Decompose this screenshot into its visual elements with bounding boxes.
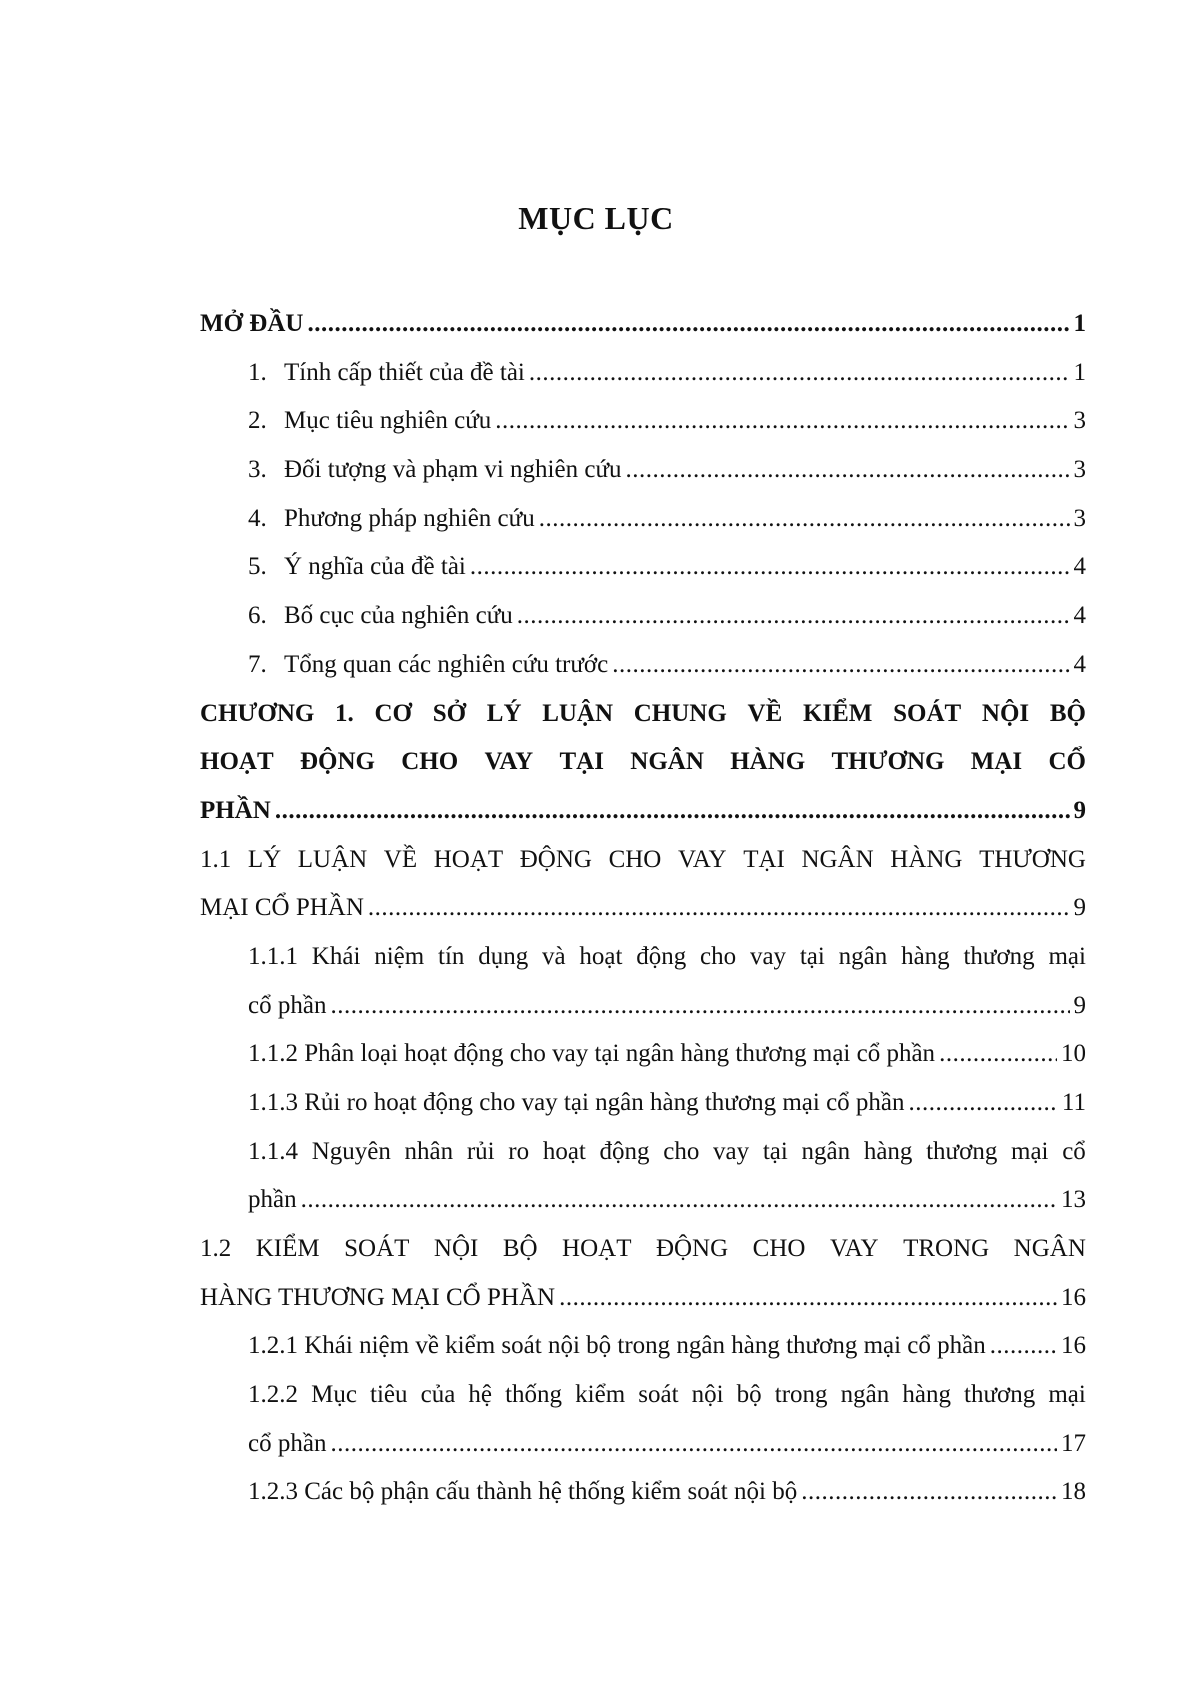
table-of-contents <box>200 300 1086 1517</box>
toc-entry-label: 1.2.1 Khái niệm về kiểm soát nội bộ trong ngân hàng thương mại cổ phần <box>248 1332 986 1360</box>
toc-entry-number: 7. <box>248 650 267 678</box>
toc-entry-number: 4. <box>248 504 267 532</box>
toc-entry-row <box>200 787 1086 836</box>
toc-entry-row <box>200 1274 1086 1323</box>
toc-entry-mo-dau[interactable] <box>200 300 1086 349</box>
toc-entry-number: 6. <box>248 602 267 630</box>
toc-entry-label: Bố cục của nghiên cứu <box>284 602 513 630</box>
toc-entry-page-number: 16 <box>1061 1332 1086 1360</box>
dot-leader <box>275 787 1070 836</box>
toc-entry-page-number: 13 <box>1061 1186 1086 1214</box>
toc-entry-label: Ý nghĩa của đề tài <box>284 553 466 581</box>
toc-entry-item-4[interactable] <box>200 495 1086 544</box>
toc-entry-page-number: 4 <box>1073 650 1086 678</box>
dot-leader <box>495 397 1069 446</box>
toc-entry-row <box>200 641 1086 690</box>
toc-entry-row <box>200 982 1086 1031</box>
toc-entry-label: Phương pháp nghiên cứu <box>284 504 535 532</box>
toc-entry-number: 2. <box>248 407 267 435</box>
toc-entry-row <box>200 1176 1086 1225</box>
dot-leader <box>909 1079 1058 1128</box>
toc-entry-row <box>200 543 1086 592</box>
toc-entry-text-line: 1.1.1 Khái niệm tín dụng và hoạt động cho vay tại ngân hàng thương mại <box>248 942 1086 970</box>
toc-entry-row <box>200 1469 1086 1518</box>
dot-leader <box>539 495 1070 544</box>
toc-entry-text-line: 1.2 KIỂM SOÁT NỘI BỘ HOẠT ĐỘNG CHO VAY TRONG NGÂN <box>200 1235 1086 1263</box>
toc-entry-item-7[interactable] <box>200 641 1086 690</box>
toc-entry-number: 3. <box>248 456 267 484</box>
toc-entry-row <box>200 495 1086 544</box>
toc-entry-page-number: 16 <box>1061 1283 1086 1311</box>
toc-entry-page-number: 17 <box>1061 1429 1086 1457</box>
toc-entry-text-line: 1.1 LÝ LUẬN VỀ HOẠT ĐỘNG CHO VAY TẠI NGÂN HÀNG THƯƠNG <box>200 845 1086 873</box>
toc-entry-text-line: 1.1.4 Nguyên nhân rủi ro hoạt động cho vay tại ngân hàng thương mại cổ <box>248 1137 1086 1165</box>
toc-entry-row <box>200 446 1086 495</box>
toc-entry-label: phần <box>248 1186 297 1214</box>
toc-entry-page-number: 1 <box>1073 358 1086 386</box>
dot-leader <box>517 592 1070 641</box>
toc-entry-item-6[interactable] <box>200 592 1086 641</box>
toc-entry-sec-1-1-4[interactable] <box>200 1128 1086 1225</box>
dot-leader <box>470 543 1070 592</box>
toc-entry-sec-1-1-3[interactable] <box>200 1079 1086 1128</box>
toc-entry-row <box>200 1322 1086 1371</box>
toc-entry-item-3[interactable] <box>200 446 1086 495</box>
toc-entry-page-number: 3 <box>1073 456 1086 484</box>
toc-entry-row <box>200 592 1086 641</box>
dot-leader <box>307 300 1069 349</box>
toc-entry-row <box>200 349 1086 398</box>
toc-entry-page-number: 18 <box>1061 1478 1086 1506</box>
dot-leader <box>990 1322 1057 1371</box>
toc-entry-chuong-1[interactable] <box>200 690 1086 836</box>
toc-entry-page-number: 9 <box>1073 796 1086 824</box>
toc-entry-row <box>200 397 1086 446</box>
toc-entry-sec-1-2-1[interactable] <box>200 1322 1086 1371</box>
dot-leader <box>529 349 1070 398</box>
toc-entry-row <box>200 1079 1086 1128</box>
toc-entry-page-number: 3 <box>1073 407 1086 435</box>
toc-entry-sec-1-1-1[interactable] <box>200 933 1086 1030</box>
dot-leader <box>939 1030 1057 1079</box>
toc-entry-label: 1.2.3 Các bộ phận cấu thành hệ thống kiểm soát nội bộ <box>248 1478 798 1506</box>
toc-entry-label: Tính cấp thiết của đề tài <box>284 358 525 386</box>
dot-leader <box>612 641 1069 690</box>
toc-entry-row <box>200 300 1086 349</box>
dot-leader <box>301 1176 1057 1225</box>
toc-entry-item-1[interactable] <box>200 349 1086 398</box>
toc-entry-sec-1-1[interactable] <box>200 836 1086 933</box>
toc-entry-label: MẠI CỔ PHẦN <box>200 894 364 922</box>
toc-entry-number: 5. <box>248 553 267 581</box>
toc-entry-label: PHẦN <box>200 796 271 824</box>
toc-entry-sec-1-2-3[interactable] <box>200 1469 1086 1518</box>
toc-entry-label: cổ phần <box>248 991 327 1019</box>
toc-entry-label: MỞ ĐẦU <box>200 309 304 337</box>
toc-entry-page-number: 4 <box>1073 602 1086 630</box>
dot-leader <box>626 446 1070 495</box>
toc-entry-label: HÀNG THƯƠNG MẠI CỔ PHẦN <box>200 1283 556 1311</box>
toc-entry-row <box>200 1030 1086 1079</box>
dot-leader <box>330 982 1069 1031</box>
toc-entry-page-number: 4 <box>1073 553 1086 581</box>
toc-entry-page-number: 9 <box>1073 991 1086 1019</box>
dot-leader <box>368 884 1070 933</box>
toc-entry-sec-1-1-2[interactable] <box>200 1030 1086 1079</box>
toc-entry-item-2[interactable] <box>200 397 1086 446</box>
toc-entry-label: Mục tiêu nghiên cứu <box>284 407 492 435</box>
toc-entry-page-number: 11 <box>1061 1088 1086 1116</box>
toc-entry-page-number: 3 <box>1073 504 1086 532</box>
toc-entry-sec-1-2-2[interactable] <box>200 1371 1086 1468</box>
toc-entry-text-line: HOẠT ĐỘNG CHO VAY TẠI NGÂN HÀNG THƯƠNG MẠI CỔ <box>200 748 1086 776</box>
toc-entry-label: Đối tượng và phạm vi nghiên cứu <box>284 456 622 484</box>
toc-entry-text-line: CHƯƠNG 1. CƠ SỞ LÝ LUẬN CHUNG VỀ KIỂM SOÁT NỘI BỘ <box>200 699 1086 727</box>
dot-leader <box>801 1468 1057 1517</box>
toc-entry-page-number: 1 <box>1073 309 1086 337</box>
toc-entry-page-number: 10 <box>1061 1040 1086 1068</box>
dot-leader <box>330 1420 1057 1469</box>
toc-entry-label: 1.1.2 Phân loại hoạt động cho vay tại ngân hàng thương mại cổ phần <box>248 1040 936 1068</box>
toc-entry-item-5[interactable] <box>200 543 1086 592</box>
toc-entry-text-line: 1.2.2 Mục tiêu của hệ thống kiểm soát nội bộ trong ngân hàng thương mại <box>248 1381 1086 1409</box>
toc-entry-label: cổ phần <box>248 1429 327 1457</box>
page-title: MỤC LỤC <box>518 200 674 236</box>
toc-entry-number: 1. <box>248 358 267 386</box>
toc-entry-label: 1.1.3 Rủi ro hoạt động cho vay tại ngân hàng thương mại cổ phần <box>248 1088 905 1116</box>
toc-entry-sec-1-2[interactable] <box>200 1225 1086 1322</box>
toc-entry-row <box>200 1420 1086 1469</box>
dot-leader <box>559 1274 1057 1323</box>
toc-entry-row <box>200 884 1086 933</box>
toc-entry-page-number: 9 <box>1073 894 1086 922</box>
toc-entry-label: Tổng quan các nghiên cứu trước <box>284 650 609 678</box>
